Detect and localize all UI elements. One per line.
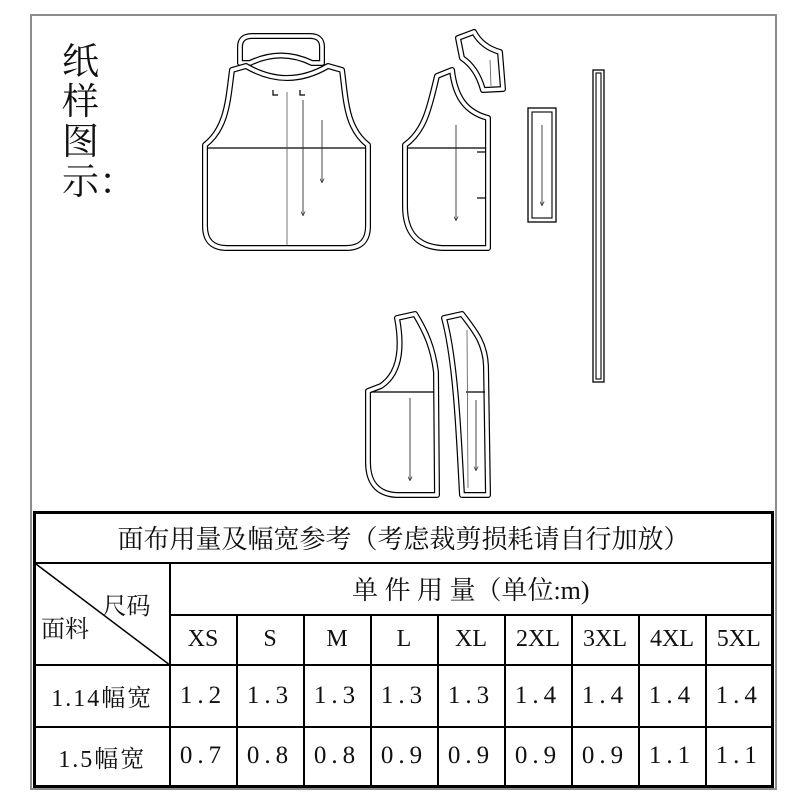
usage-value: 1.1 xyxy=(706,727,773,787)
usage-value: 1.4 xyxy=(572,665,639,727)
fabric-width-label: 1.14幅宽 xyxy=(35,665,170,727)
size-l: L xyxy=(371,615,438,665)
size-5xl: 5XL xyxy=(706,615,773,665)
table-title: 面布用量及幅宽参考（考虑裁剪损耗请自行加放） xyxy=(35,513,773,563)
pattern-piece-placket xyxy=(528,108,556,222)
pattern-piece-main-body xyxy=(205,66,368,248)
size-s: S xyxy=(237,615,304,665)
pattern-piece-side-front xyxy=(405,70,488,248)
pattern-piece-facing xyxy=(458,32,503,90)
usage-value: 1.1 xyxy=(639,727,706,787)
pattern-heading: 纸样图示： xyxy=(62,40,136,203)
fabric-usage-table xyxy=(33,511,774,788)
size-m: M xyxy=(304,615,371,665)
fabric-axis-label: 面料 xyxy=(41,616,89,643)
size-xs: XS xyxy=(170,615,237,665)
usage-value: 1.3 xyxy=(304,665,371,727)
usage-value: 1.3 xyxy=(438,665,505,727)
usage-value: 1.4 xyxy=(505,665,572,727)
usage-value: 1.4 xyxy=(706,665,773,727)
usage-value: 0.9 xyxy=(572,727,639,787)
usage-value: 1.3 xyxy=(371,665,438,727)
usage-value: 0.8 xyxy=(304,727,371,787)
size-xl: XL xyxy=(438,615,505,665)
pattern-piece-side-panel xyxy=(444,314,488,495)
table-title-row xyxy=(35,513,773,563)
pattern-piece-collar xyxy=(240,36,322,63)
size-3xl: 3XL xyxy=(572,615,639,665)
pattern-piece-binding-strip xyxy=(593,70,604,382)
size-2xl: 2XL xyxy=(505,615,572,665)
usage-value: 1.3 xyxy=(237,665,304,727)
usage-value: 0.8 xyxy=(237,727,304,787)
size-4xl: 4XL xyxy=(639,615,706,665)
usage-value: 1.2 xyxy=(170,665,237,727)
size-axis-label: 尺码 xyxy=(102,593,151,620)
pattern-piece-lower-front xyxy=(368,314,437,495)
usage-value: 1.4 xyxy=(639,665,706,727)
usage-header: 单 件 用 量（单位:m) xyxy=(170,563,773,615)
usage-value: 0.9 xyxy=(371,727,438,787)
table-header-row xyxy=(35,563,773,615)
table-row xyxy=(35,727,773,787)
fabric-width-label: 1.5幅宽 xyxy=(35,727,170,787)
corner-header-cell xyxy=(35,563,170,665)
usage-value: 0.7 xyxy=(170,727,237,787)
usage-value: 0.9 xyxy=(505,727,572,787)
usage-value: 0.9 xyxy=(438,727,505,787)
table-row xyxy=(35,665,773,727)
